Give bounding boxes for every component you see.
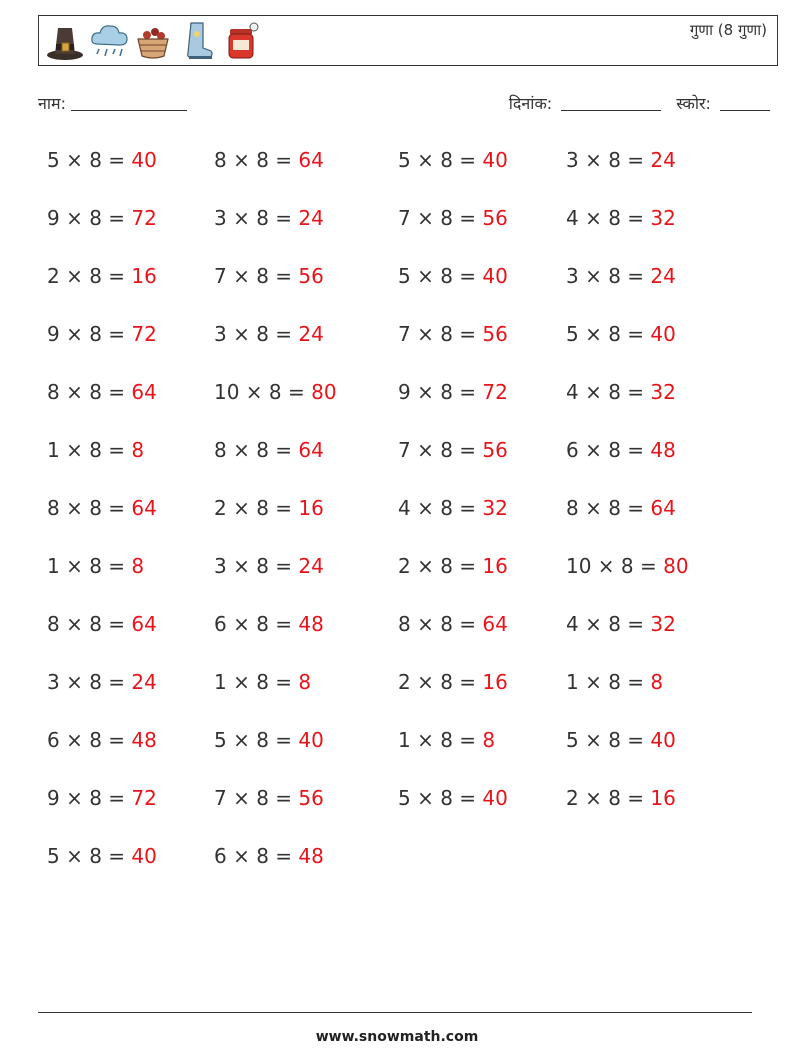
problem-question: 8 × 8 =: [47, 496, 132, 520]
problem-item: [214, 786, 324, 810]
problem-answer: 72: [131, 322, 157, 346]
problem-question: 5 × 8 =: [398, 264, 483, 288]
problem-answer: 8: [482, 728, 496, 752]
worksheet-title: गुणा (8 गुणा): [689, 21, 767, 39]
problem-item: [214, 148, 324, 172]
problem-question: 1 × 8 =: [47, 438, 132, 462]
problem-answer: 40: [650, 322, 676, 346]
problem-question: 4 × 8 =: [566, 206, 651, 230]
problem-item: [566, 786, 676, 810]
problem-question: 5 × 8 =: [214, 728, 299, 752]
problem-answer: 56: [482, 322, 508, 346]
problem-item: [47, 148, 157, 172]
problem-item: [566, 264, 676, 288]
problem-question: 7 × 8 =: [214, 786, 299, 810]
problem-question: 8 × 8 =: [214, 438, 299, 462]
problem-question: 1 × 8 =: [398, 728, 483, 752]
problem-item: [398, 148, 508, 172]
problem-item: [398, 612, 508, 636]
problem-answer: 48: [298, 612, 324, 636]
problem-question: 2 × 8 =: [398, 554, 483, 578]
problem-item: [398, 496, 508, 520]
problem-answer: 16: [482, 554, 508, 578]
problem-question: 3 × 8 =: [214, 206, 299, 230]
problem-question: 2 × 8 =: [398, 670, 483, 694]
problem-question: 5 × 8 =: [47, 148, 132, 172]
problem-answer: 8: [131, 554, 145, 578]
problem-item: [47, 322, 157, 346]
problem-answer: 24: [650, 264, 676, 288]
problem-item: [398, 206, 508, 230]
problem-item: [214, 264, 324, 288]
problem-answer: 40: [482, 264, 508, 288]
problem-question: 8 × 8 =: [398, 612, 483, 636]
problem-question: 2 × 8 =: [214, 496, 299, 520]
problem-question: 7 × 8 =: [398, 322, 483, 346]
problem-answer: 40: [131, 148, 157, 172]
problem-item: [566, 496, 676, 520]
problem-answer: 64: [482, 612, 508, 636]
problem-answer: 8: [131, 438, 145, 462]
problem-item: [566, 322, 676, 346]
problem-item: [566, 380, 676, 404]
problem-question: 5 × 8 =: [566, 322, 651, 346]
problem-question: 3 × 8 =: [47, 670, 132, 694]
problem-question: 8 × 8 =: [47, 612, 132, 636]
problem-question: 3 × 8 =: [214, 322, 299, 346]
problem-answer: 48: [131, 728, 157, 752]
footer-divider: [38, 1012, 752, 1013]
problem-question: 3 × 8 =: [214, 554, 299, 578]
problem-answer: 72: [131, 786, 157, 810]
problem-item: [214, 438, 324, 462]
problem-item: [566, 206, 676, 230]
problem-question: 1 × 8 =: [47, 554, 132, 578]
problem-question: 7 × 8 =: [398, 438, 483, 462]
problem-answer: 40: [482, 786, 508, 810]
problem-answer: 40: [650, 728, 676, 752]
problem-item: [566, 728, 676, 752]
problem-question: 6 × 8 =: [47, 728, 132, 752]
problem-question: 5 × 8 =: [398, 786, 483, 810]
problem-question: 9 × 8 =: [47, 206, 132, 230]
problem-item: [214, 496, 324, 520]
problem-question: 8 × 8 =: [566, 496, 651, 520]
problem-answer: 32: [650, 612, 676, 636]
date-label: दिनांक:: [508, 94, 553, 113]
problem-question: 7 × 8 =: [214, 264, 299, 288]
problem-answer: 24: [131, 670, 157, 694]
problem-answer: 64: [131, 496, 157, 520]
problem-question: 9 × 8 =: [47, 786, 132, 810]
problem-answer: 48: [298, 844, 324, 868]
problem-question: 9 × 8 =: [47, 322, 132, 346]
problem-item: [214, 206, 324, 230]
problem-item: [398, 264, 508, 288]
problem-answer: 32: [650, 380, 676, 404]
footer-url: www.snowmath.com: [315, 1029, 479, 1045]
problem-answer: 56: [298, 264, 324, 288]
problem-answer: 72: [131, 206, 157, 230]
problem-item: [47, 612, 157, 636]
problem-question: 10 × 8 =: [214, 380, 312, 404]
problem-answer: 24: [298, 554, 324, 578]
problem-question: 9 × 8 =: [398, 380, 483, 404]
problem-question: 3 × 8 =: [566, 264, 651, 288]
problem-answer: 40: [482, 148, 508, 172]
problem-answer: 64: [131, 612, 157, 636]
problem-answer: 32: [482, 496, 508, 520]
problem-answer: 40: [298, 728, 324, 752]
problem-item: [398, 322, 508, 346]
problem-question: 5 × 8 =: [398, 148, 483, 172]
problem-item: [214, 728, 324, 752]
problem-item: [566, 438, 676, 462]
problem-item: [398, 554, 508, 578]
problem-question: 2 × 8 =: [566, 786, 651, 810]
problem-answer: 24: [298, 206, 324, 230]
problem-item: [566, 148, 676, 172]
problem-question: 6 × 8 =: [214, 844, 299, 868]
problem-item: [214, 380, 337, 404]
problem-question: 4 × 8 =: [398, 496, 483, 520]
problem-item: [398, 438, 508, 462]
problem-question: 6 × 8 =: [566, 438, 651, 462]
problem-answer: 16: [131, 264, 157, 288]
problem-answer: 32: [650, 206, 676, 230]
problem-question: 5 × 8 =: [47, 844, 132, 868]
problem-answer: 56: [482, 206, 508, 230]
problem-answer: 64: [298, 438, 324, 462]
problem-question: 3 × 8 =: [566, 148, 651, 172]
problem-question: 8 × 8 =: [47, 380, 132, 404]
problem-answer: 80: [663, 554, 689, 578]
problem-item: [398, 380, 508, 404]
problem-item: [398, 786, 508, 810]
problem-item: [47, 554, 144, 578]
problem-question: 8 × 8 =: [214, 148, 299, 172]
problem-question: 1 × 8 =: [214, 670, 299, 694]
problem-answer: 56: [482, 438, 508, 462]
problem-item: [214, 612, 324, 636]
problem-question: 4 × 8 =: [566, 380, 651, 404]
problem-answer: 8: [298, 670, 312, 694]
problem-item: [47, 728, 157, 752]
problem-item: [398, 670, 508, 694]
problem-item: [47, 496, 157, 520]
problem-item: [566, 554, 689, 578]
problem-answer: 16: [482, 670, 508, 694]
problem-question: 1 × 8 =: [566, 670, 651, 694]
problem-answer: 56: [298, 786, 324, 810]
score-label: स्कोर:: [676, 94, 711, 113]
problem-answer: 64: [298, 148, 324, 172]
problem-question: 10 × 8 =: [566, 554, 664, 578]
problem-item: [398, 728, 495, 752]
problem-answer: 64: [131, 380, 157, 404]
problem-item: [47, 670, 157, 694]
problem-answer: 24: [298, 322, 324, 346]
problem-item: [566, 612, 676, 636]
problem-answer: 48: [650, 438, 676, 462]
problem-item: [47, 844, 157, 868]
problem-answer: 80: [311, 380, 337, 404]
problem-question: 4 × 8 =: [566, 612, 651, 636]
name-label: नाम:: [38, 94, 66, 113]
problem-answer: 64: [650, 496, 676, 520]
problem-answer: 72: [482, 380, 508, 404]
problem-item: [214, 844, 324, 868]
problem-item: [47, 786, 157, 810]
problem-item: [566, 670, 663, 694]
problem-answer: 16: [650, 786, 676, 810]
problem-question: 6 × 8 =: [214, 612, 299, 636]
problem-answer: 24: [650, 148, 676, 172]
problem-question: 5 × 8 =: [566, 728, 651, 752]
problem-item: [47, 380, 157, 404]
problem-item: [214, 670, 311, 694]
problem-item: [47, 264, 157, 288]
problem-answer: 40: [131, 844, 157, 868]
problem-question: 7 × 8 =: [398, 206, 483, 230]
problem-answer: 8: [650, 670, 664, 694]
problem-question: 2 × 8 =: [47, 264, 132, 288]
problem-item: [47, 206, 157, 230]
problem-item: [214, 322, 324, 346]
problem-item: [47, 438, 144, 462]
problem-item: [214, 554, 324, 578]
problem-answer: 16: [298, 496, 324, 520]
